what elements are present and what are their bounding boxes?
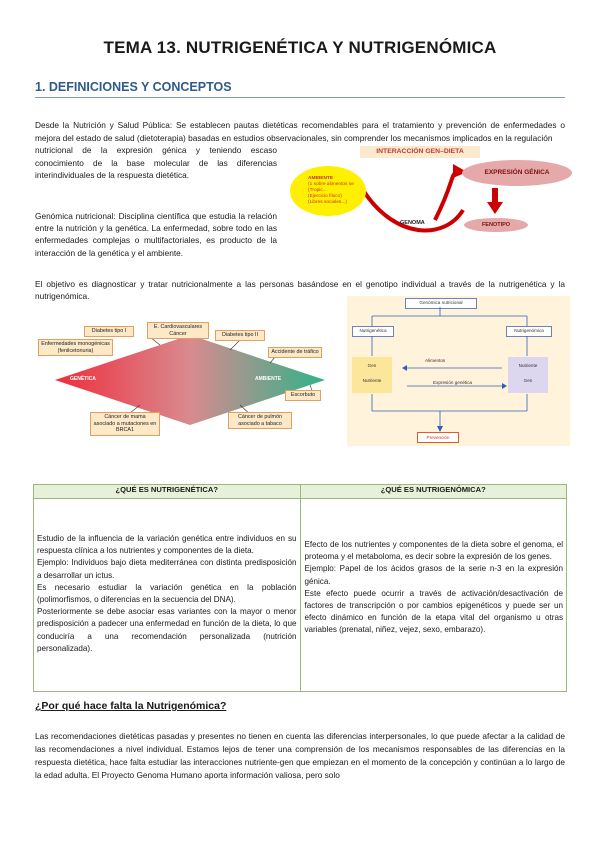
para-nutricion-wrap: nutricional de la expresión génica y teniendo escaso conocimiento de la base molecular de las diferencias interindividuales de la respuesta dietética. (35, 145, 277, 180)
table-header-nutrigenetica: ¿QUÉ ES NUTRIGENÉTICA? (34, 485, 301, 499)
flow-bottom-box: Prevención (417, 432, 459, 443)
nutrigenetica-text: Estudio de la influencia de la variación genética entre individuos en su respuesta clínica a los nutrientes y componentes de la dieta. (37, 534, 297, 556)
table-cell-nutrigenetica (34, 499, 301, 692)
ambiente-line: (Libres sociales...) (308, 200, 347, 205)
nutrigenomica-text: Ejemplo: Papel de los ácidos grasos de la serie n-3 en la expresión génica. (304, 564, 563, 586)
genoma-label: GENOMA (400, 220, 425, 226)
section-heading-2: ¿Por qué hace falta la Nutrigenómica? (35, 700, 227, 712)
nutrigenetica-text: Es necesario estudiar la variación genética en la población (polimorfismos, o diferencias en la secuencia del DNA). (37, 582, 297, 605)
ambiente-line: (Tropic... (308, 188, 327, 193)
label-accidente: Accidente de tráfico (268, 347, 322, 358)
nutrigenetica-text: Posteriormente se debe asociar esas variantes con la mayor o menor predisposición a padecer una enfermedad en función de la dieta, lo que conduciría a una recomendación personalizada (nutrición personalizada). (37, 607, 297, 653)
nutrigenomica-text: Este efecto puede ocurrir a través de activación/desactivación de factores de transcripción o por cambios epigenéticos y puede ser un efecto dinámico en función de la etapa vital del organismo u otras variables (prenatal, niñez, vejez, sexo, embarazo). (304, 588, 563, 635)
flow-arrow-label-2: Expresión genética (433, 380, 473, 385)
label-ecardio: E. Cardiovasculares Cáncer (147, 322, 209, 339)
para-objetivo: El objetivo es diagnosticar y tratar nutricionalmente a las personas basándose en el genotipo individual a través de la nutrigenética y la nutrigenómica. (35, 279, 565, 302)
label-enf-monogenicas: Enfermedades monogénicas (fenilcetonuria) (38, 339, 113, 356)
nutrigenomica-text: Efecto de los nutrientes y componentes de la dieta sobre el genoma, el proteoma y el metaboloma, es decir sobre la expresión de los genes. (304, 540, 563, 562)
fenotipo-ellipse: FENOTIPO (464, 218, 528, 232)
flow-arrow-label-1: Alimentos (425, 358, 446, 363)
para-nutricion-top: Desde la Nutrición y Salud Pública: Se establecen pautas dietéticas recomendables para el tratamiento y prevención de enfermedades o mejora del estado de salud (dietoterapia) basadas en estudios observacionales, sin comprender los mecanismos implicados en la regulación (35, 120, 565, 143)
label-escorbuto: Escorbuto (285, 390, 321, 401)
comparison-table (33, 484, 567, 692)
flow-nutriente: Nutriente (362, 378, 382, 383)
label-genetica: GENÉTICA (70, 376, 96, 382)
flow-nutriente-2: Nutriente (518, 363, 538, 368)
section-rule (35, 97, 565, 98)
table-header-nutrigenomica: ¿QUÉ ES NUTRIGENÓMICA? (300, 485, 567, 499)
section-heading: 1. DEFINICIONES Y CONCEPTOS (35, 80, 232, 94)
page-title: TEMA 13. NUTRIGENÉTICA Y NUTRIGENÓMICA (103, 38, 497, 57)
label-cancer-mama: Cáncer de mama asociado a mutaciones en BRCA1 (90, 412, 160, 436)
table-header-row (34, 485, 567, 499)
label-diabetes-1: Diabetes tipo I (84, 326, 134, 337)
label-diabetes-2: Diabetes tipo II (215, 330, 265, 341)
ambiente-line: (Ejercicio físico) (308, 194, 342, 199)
label-cancer-pulmon: Cáncer de pulmón asociado a tabaco (228, 412, 292, 429)
flow-top-box: Genómica nutricional (405, 298, 477, 309)
flow-right-box: Nutrigenómica (506, 326, 552, 337)
label-ambiente: AMBIENTE (255, 376, 282, 382)
table-cell-nutrigenomica (300, 499, 567, 692)
ambiente-title: AMBIENTE (308, 176, 334, 181)
flow-gen: Gen (367, 363, 377, 368)
para-genomica: Genómica nutricional: Disciplina científica que estudia la relación entre la nutrición y la genética. La enfermedad, sobre todo en las enfermedades complejas o multifactoriales, es producto de la interacción de la genética y el ambiente. (35, 211, 277, 258)
expresion-genica-ellipse: EXPRESIÓN GÉNICA (462, 160, 572, 186)
gene-diet-title: INTERACCIÓN GEN–DIETA (360, 146, 480, 158)
table-row (34, 499, 567, 692)
nutrigenetica-text: Ejemplo: Individuos bajo dieta mediterránea con distinta predisposición a desarrollar un ictus. (37, 558, 297, 580)
flow-gen-2: Gen (523, 378, 533, 383)
ambiente-ellipse (290, 166, 366, 216)
flow-arrows (347, 296, 570, 446)
flow-left-box: Nutrigenética (352, 326, 394, 337)
para-final: Las recomendaciones dietéticas pasadas y presentes no tienen en cuenta las diferencias interpersonales, lo que puede afectar a la calidad de las recomendaciones a nivel individual. Estamos lejos de tener una comprensión de los mecanismos responsables de las diferencias en la respuesta dietética, hace falta estudiar las interacciones nutriente-gen que empiezan en el momento de la concepción y continúan a lo largo de la edad adulta. El Proyecto Genoma Humano aporta información valiosa, pero solo (35, 731, 565, 780)
ambiente-line: (1 sobre alimentos se (308, 182, 354, 187)
